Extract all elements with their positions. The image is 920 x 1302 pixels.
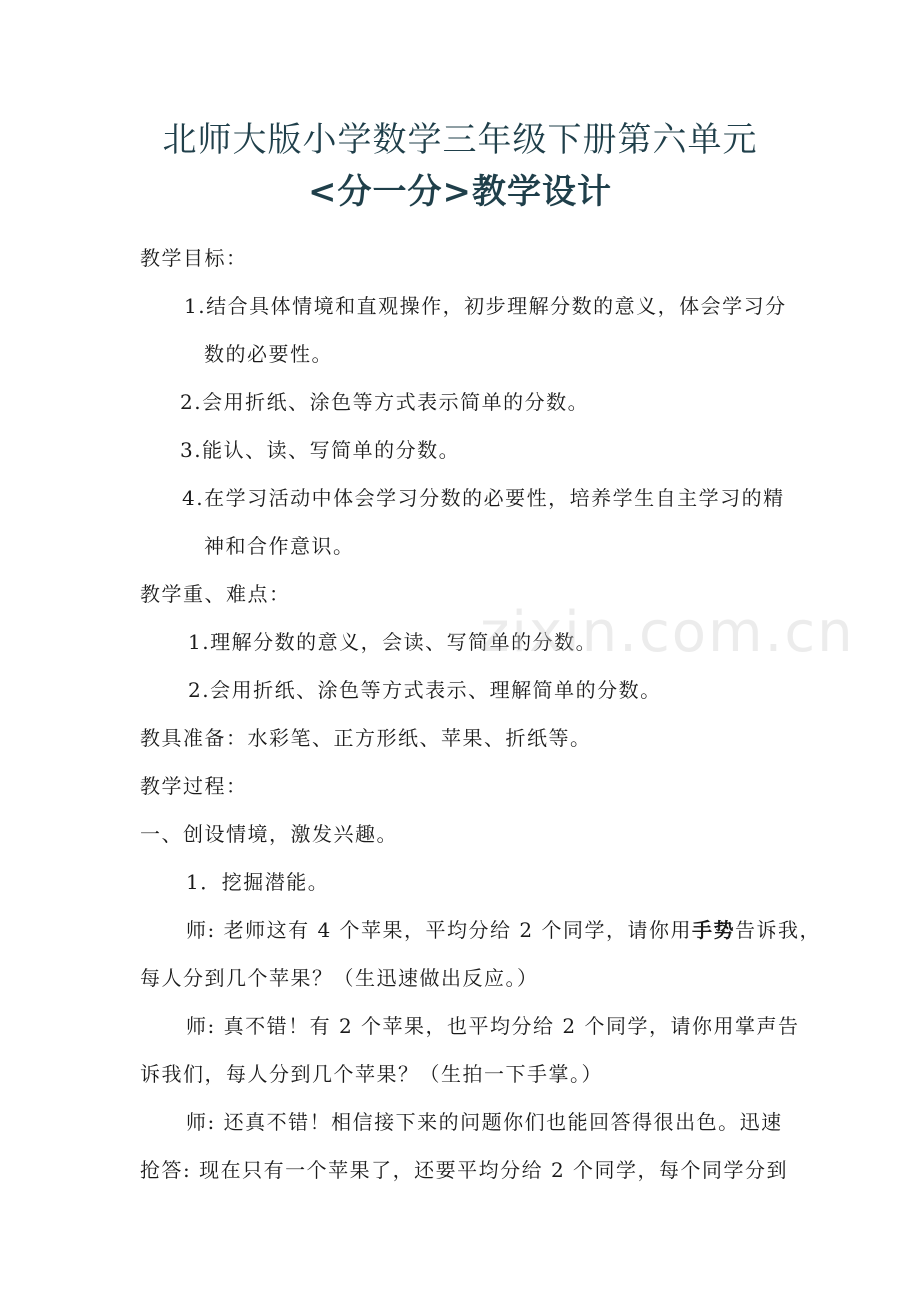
goal-3: 3.能认、读、写简单的分数。 <box>180 438 461 462</box>
step-1: 1．挖掘潜能。 <box>186 870 330 894</box>
paragraph-1-text-post: 告诉我， <box>734 918 821 942</box>
key-1: 1.理解分数的意义，会读、写简单的分数。 <box>188 630 598 654</box>
document-title-line1: 北师大版小学数学三年级下册第六单元 <box>162 120 758 160</box>
paragraph-1-text-pre: 师: 老师这有 4 个苹果，平均分给 2 个同学，请你用 <box>186 918 692 942</box>
tools-line: 教具准备：水彩笔、正方形纸、苹果、折纸等。 <box>140 726 592 750</box>
document-title-line2: <分一分>教学设计 <box>308 172 612 212</box>
goal-1-line-a: 1.结合具体情境和直观操作，初步理解分数的意义，体会学习分 <box>184 294 787 318</box>
paragraph-3-line-b: 抢答: 现在只有一个苹果了，还要平均分给 2 个同学，每个同学分到 <box>140 1158 789 1182</box>
paragraph-3-line-a: 师: 还真不错！相信接下来的问题你们也能回答得很出色。迅速 <box>186 1110 783 1134</box>
goals-heading: 教学目标： <box>140 246 248 270</box>
goal-1-line-b: 数的必要性。 <box>204 342 333 366</box>
key-2: 2.会用折纸、涂色等方式表示、理解简单的分数。 <box>188 678 662 702</box>
paragraph-1-line-a <box>186 916 821 944</box>
paragraph-2-line-a: 师: 真不错！有 2 个苹果，也平均分给 2 个同学，请你用掌声告 <box>186 1014 800 1038</box>
key-heading: 教学重、难点： <box>140 582 291 606</box>
goal-4-line-b: 神和合作意识。 <box>204 534 355 558</box>
paragraph-1-line-b: 每人分到几个苹果？（生迅速做出反应。） <box>140 966 539 990</box>
section-1-heading: 一、创设情境，激发兴趣。 <box>140 822 398 846</box>
goal-4-line-a: 4.在学习活动中体会学习分数的必要性，培养学生自主学习的精 <box>182 486 785 510</box>
paragraph-1-text-bold: 手势 <box>691 918 735 942</box>
goal-2: 2.会用折纸、涂色等方式表示简单的分数。 <box>180 390 590 414</box>
paragraph-2-line-b: 诉我们，每人分到几个苹果？（生拍一下手掌。） <box>140 1062 603 1086</box>
watermark: zixin.com.cn <box>480 600 855 665</box>
process-heading: 教学过程： <box>140 774 248 798</box>
